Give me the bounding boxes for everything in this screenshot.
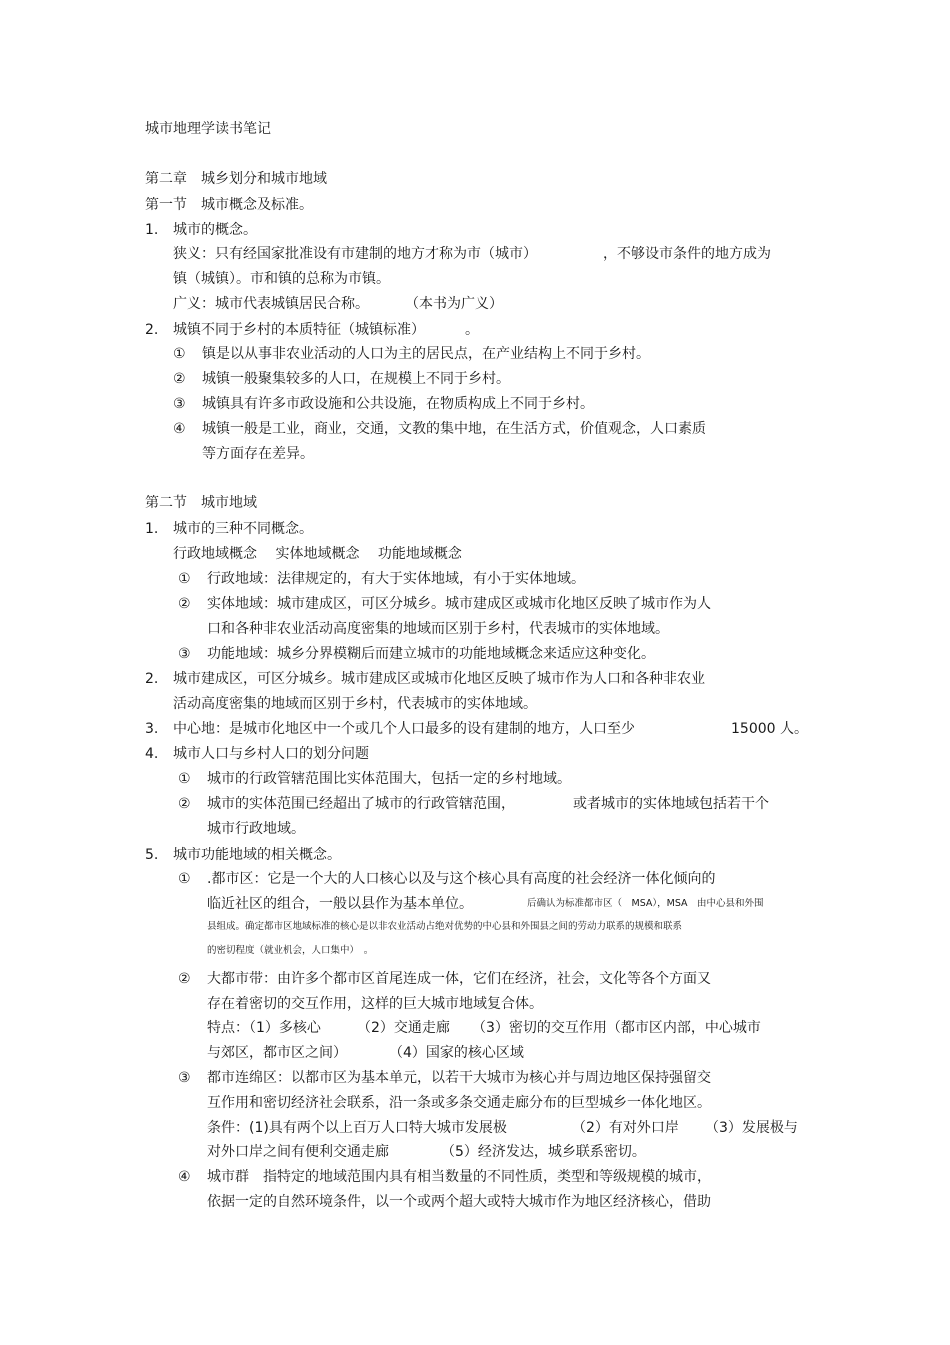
sub-item: 口和各种非农业活动高度密集的地域而区别于乡村，代表城市的实体地域。 — [207, 621, 669, 637]
paragraph-line: 广义：城市代表城镇居民合称。 — [173, 296, 369, 312]
list-item-heading: 城镇不同于乡村的本质特征（城镇标准） — [173, 322, 425, 338]
sub-item: （2）有对外口岸 — [572, 1120, 679, 1136]
sub-item: 城镇一般聚集较多的人口，在规模上不同于乡村。 — [202, 371, 510, 387]
paragraph-line: 镇（城镇）。市和镇的总称为市镇。 — [173, 271, 390, 287]
sub-item: （3）发展极与 — [705, 1120, 798, 1136]
list-number: 1. — [145, 222, 159, 238]
circled-number: ③ — [178, 646, 191, 662]
section-heading: 第一节 城市概念及标准。 — [145, 197, 313, 213]
circled-number: ② — [178, 596, 191, 612]
sub-item: 对外口岸之间有便利交通走廊 — [207, 1144, 389, 1160]
sub-item: .都市区：它是一个大的人口核心以及与这个核心具有高度的社会经济一体化倾向的 — [207, 871, 716, 887]
circled-number: ① — [178, 871, 191, 887]
footnote-line: 县组成。确定都市区地域标准的核心是以非农业活动占绝对优势的中心县和外围县之间的劳动力联系的规模和联系 — [207, 921, 683, 932]
sub-item: 存在着密切的交互作用，这样的巨大城市地域复合体。 — [207, 996, 543, 1012]
circled-number: ② — [173, 371, 186, 387]
paragraph-line: （本书为广义） — [405, 296, 503, 312]
sub-item: 互作用和密切经济社会联系，沿一条或多条交通走廊分布的巨型城乡一体化地区。 — [207, 1095, 711, 1111]
circled-number: ④ — [178, 1169, 191, 1185]
circled-number: ④ — [173, 421, 186, 437]
sub-item: 城市的实体范围已经超出了城市的行政管辖范围， — [207, 796, 515, 812]
sub-item: 与郊区，都市区之间） — [207, 1045, 347, 1061]
footnote-line: 的密切程度（就业机会，人口集中） 。 — [207, 945, 374, 956]
list-item-heading: 城市人口与乡村人口的划分问题 — [173, 746, 369, 762]
circled-number: ① — [178, 571, 191, 587]
sub-item: 城镇一般是工业，商业，交通，文教的集中地，在生活方式，价值观念，人口素质 — [202, 421, 706, 437]
sub-item: 依据一定的自然环境条件，以一个或两个超大或特大城市作为地区经济核心，借助 — [207, 1194, 711, 1210]
paragraph-line: 狭义：只有经国家批准设有市建制的地方才称为市（城市） — [173, 246, 537, 262]
circled-number: ③ — [178, 1070, 191, 1086]
paragraph-line: 活动高度密集的地域而区别于乡村，代表城市的实体地域。 — [173, 696, 537, 712]
sub-item: 行政地域：法律规定的，有大于实体地域，有小于实体地域。 — [207, 571, 585, 587]
circled-number: ② — [178, 796, 191, 812]
list-number: 2. — [145, 671, 159, 687]
chapter-heading: 第二章 城乡划分和城市地域 — [145, 171, 327, 187]
sub-item: 等方面存在差异。 — [202, 446, 314, 462]
sub-item: 城市的行政管辖范围比实体范围大，包括一定的乡村地域。 — [207, 771, 571, 787]
sub-item: 城镇具有许多市政设施和公共设施，在物质构成上不同于乡村。 — [202, 396, 594, 412]
list-item-heading: 城市的概念。 — [173, 222, 257, 238]
sub-item: 临近社区的组合，一般以县作为基本单位。 — [207, 896, 473, 912]
sub-item: 或者城市的实体地域包括若干个 — [573, 796, 769, 812]
circled-number: ② — [178, 971, 191, 987]
list-number: 5. — [145, 847, 159, 863]
footnote-line: 后确认为标准都市区（ MSA），MSA 由中心县和外围 — [527, 898, 764, 909]
sub-item: （2）交通走廊 — [357, 1020, 450, 1036]
sub-item: 大都市带：由许多个都市区首尾连成一体，它们在经济，社会，文化等各个方面又 — [207, 971, 711, 987]
circled-number: ③ — [173, 396, 186, 412]
list-item-heading: 城市的三种不同概念。 — [173, 521, 313, 537]
circled-number: ① — [178, 771, 191, 787]
sub-item: 镇是以从事非农业活动的人口为主的居民点，在产业结构上不同于乡村。 — [202, 346, 650, 362]
sub-item: 城市群 指特定的地域范围内具有相当数量的不同性质，类型和等级规模的城市， — [207, 1169, 711, 1185]
list-item-heading: 。 — [465, 322, 479, 338]
sub-item: 都市连绵区：以都市区为基本单元，以若干大城市为核心并与周边地区保持强留交 — [207, 1070, 711, 1086]
sub-item: 城市行政地域。 — [207, 821, 305, 837]
document-title: 城市地理学读书笔记 — [145, 121, 271, 137]
sub-item: （5）经济发达，城乡联系密切。 — [441, 1144, 646, 1160]
list-item-heading: 城市功能地域的相关概念。 — [173, 847, 341, 863]
section-heading: 第二节 城市地域 — [145, 495, 257, 511]
sub-item: 条件：(1)具有两个以上百万人口特大城市发展极 — [207, 1120, 507, 1136]
list-number: 2. — [145, 322, 159, 338]
list-number: 4. — [145, 746, 159, 762]
sub-item: 特点：（1）多核心 — [207, 1020, 321, 1036]
paragraph-line: 行政地域概念 实体地域概念 功能地域概念 — [173, 546, 462, 562]
list-number: 1. — [145, 521, 159, 537]
paragraph-line: 中心地：是城市化地区中一个或几个人口最多的设有建制的地方，人口至少 — [173, 721, 635, 737]
sub-item: （3）密切的交互作用（都市区内部，中心城市 — [472, 1020, 761, 1036]
sub-item: （4）国家的核心区域 — [389, 1045, 524, 1061]
paragraph-line: 15000 人。 — [731, 721, 808, 737]
sub-item: 实体地域：城市建成区，可区分城乡。城市建成区或城市化地区反映了城市作为人 — [207, 596, 711, 612]
paragraph-line: 城市建成区，可区分城乡。城市建成区或城市化地区反映了城市作为人口和各种非农业 — [173, 671, 705, 687]
paragraph-line: ，不够设市条件的地方成为 — [603, 246, 771, 262]
list-number: 3. — [145, 721, 159, 737]
circled-number: ① — [173, 346, 186, 362]
sub-item: 功能地域：城乡分界模糊后而建立城市的功能地域概念来适应这种变化。 — [207, 646, 655, 662]
